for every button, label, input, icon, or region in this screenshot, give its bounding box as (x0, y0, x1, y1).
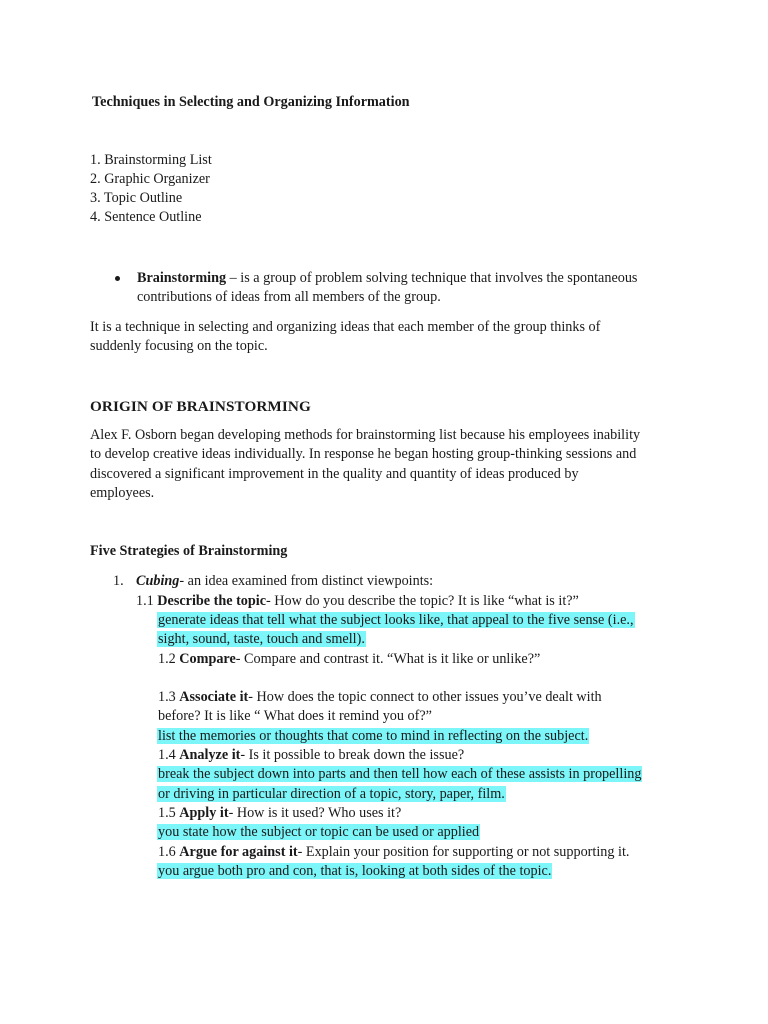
subitem-compare (158, 650, 540, 670)
subitem-term: Apply it (179, 805, 229, 821)
cubing-number: 1. (113, 573, 124, 589)
technique-item: 3. Topic Outline (90, 190, 183, 206)
highlighted-line (157, 611, 635, 631)
subitem-argue (158, 843, 629, 863)
subitem-term: Argue for against it (179, 844, 298, 860)
origin-paragraph-line: discovered a significant improvement in the quality and quantity of ideas produced by (90, 466, 579, 482)
bullet-icon (115, 276, 120, 281)
technique-item: 2. Graphic Organizer (90, 171, 210, 187)
technique-item: 4. Sentence Outline (90, 209, 202, 225)
highlighted-text: generate ideas that tell what the subject looks like, that appeal to the five sense (i.e., (158, 612, 634, 628)
origin-heading: ORIGIN OF BRAINSTORMING (90, 398, 311, 415)
brainstorming-definition-text: – is a group of problem solving technique that involves the spontaneous (226, 270, 638, 286)
brainstorming-definition-line1 (137, 269, 637, 289)
strategies-heading: Five Strategies of Brainstorming (90, 543, 288, 559)
highlighted-line (157, 823, 480, 843)
highlighted-line (157, 727, 589, 747)
cubing-line (136, 572, 433, 592)
subitem-term: Describe the topic (157, 593, 267, 609)
subitem-number: 1.5 (158, 805, 180, 821)
highlighted-text: break the subject down into parts and then tell how each of these assists in propelling (158, 766, 642, 782)
document-title: Techniques in Selecting and Organizing Information (92, 94, 410, 110)
subitem-text: - Is it possible to break down the issue? (240, 747, 465, 763)
subitem-associate-line2: before? It is like “ What does it remind you of?” (158, 708, 432, 724)
brainstorming-definition-line2: contributions of ideas from all members of the group. (137, 289, 441, 305)
highlighted-line (157, 765, 642, 785)
subitem-number: 1.6 (158, 844, 180, 860)
origin-paragraph-line: Alex F. Osborn began developing methods for brainstorming list because his employees inability (90, 427, 641, 443)
subitem-term: Associate it (179, 689, 249, 705)
technique-item: 1. Brainstorming List (90, 152, 212, 168)
subitem-text: - How does the topic connect to other issues you’ve dealt with (248, 689, 602, 705)
subitem-term: Analyze it (179, 747, 241, 763)
subitem-number: 1.2 (158, 651, 180, 667)
subitem-text: - Explain your position for supporting or not supporting it. (297, 844, 630, 860)
origin-paragraph-line: to develop creative ideas individually. In response he began hosting group-thinking sessions and (90, 446, 637, 462)
subitem-number: 1.4 (158, 747, 180, 763)
highlighted-line (157, 630, 366, 650)
technique-paragraph-line: It is a technique in selecting and organizing ideas that each member of the group thinks of (90, 319, 601, 335)
highlighted-text: or driving in particular direction of a topic, story, paper, film. (158, 786, 505, 802)
highlighted-line (157, 785, 506, 805)
subitem-number: 1.1 (136, 593, 158, 609)
subitem-text: - How do you describe the topic? It is like “what is it?” (266, 593, 579, 609)
highlighted-text: you argue both pro and con, that is, looking at both sides of the topic. (158, 863, 552, 879)
cubing-term: Cubing (136, 573, 180, 589)
highlighted-text: sight, sound, taste, touch and smell). (158, 631, 365, 647)
highlighted-text: you state how the subject or topic can be used or applied (158, 824, 480, 840)
subitem-text: - Compare and contrast it. “What is it like or unlike?” (235, 651, 541, 667)
subitem-associate (158, 688, 602, 708)
subitem-describe (136, 592, 579, 612)
subitem-text: - How is it used? Who uses it? (228, 805, 402, 821)
brainstorming-term: Brainstorming (137, 270, 227, 286)
subitem-term: Compare (179, 651, 236, 667)
subitem-apply (158, 804, 401, 824)
highlighted-text: list the memories or thoughts that come to mind in reflecting on the subject. (158, 728, 589, 744)
origin-paragraph-line: employees. (90, 485, 155, 501)
highlighted-line (157, 862, 552, 882)
subitem-number: 1.3 (158, 689, 180, 705)
cubing-text: - an idea examined from distinct viewpoints: (179, 573, 434, 589)
technique-paragraph-line: suddenly focusing on the topic. (90, 338, 268, 354)
subitem-analyze (158, 746, 464, 766)
